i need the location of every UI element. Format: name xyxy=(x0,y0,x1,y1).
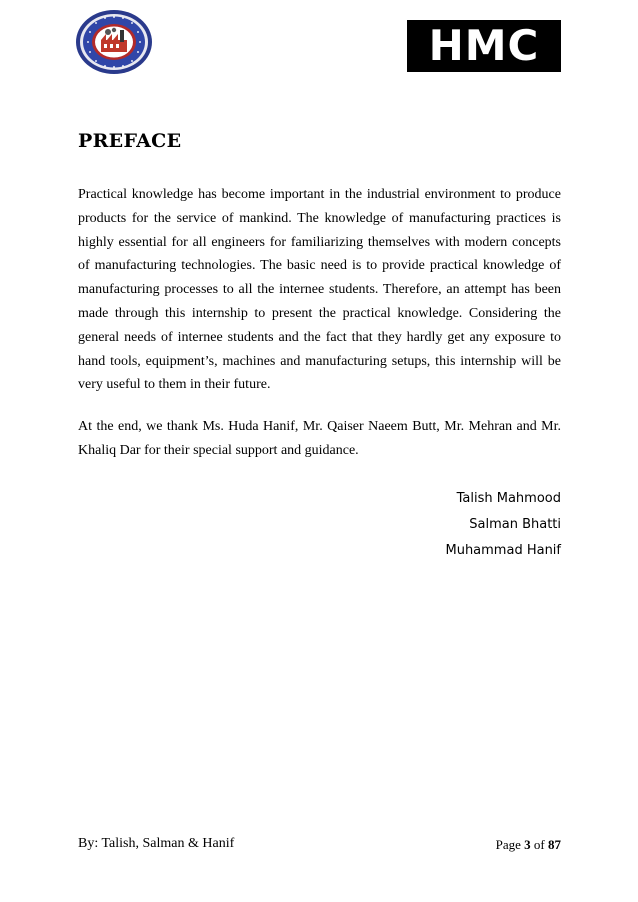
page-of-word: of xyxy=(533,837,545,852)
footer-authors: By: Talish, Salman & Hanif xyxy=(78,836,235,851)
page-title: PREFACE xyxy=(78,130,182,152)
page-total: 87 xyxy=(548,837,561,852)
signature-name: Muhammad Hanif xyxy=(445,543,561,558)
page-current: 3 xyxy=(524,837,531,852)
page-word: Page xyxy=(495,837,521,852)
preface-paragraph-1: Practical knowledge has become important in the industrial environment to produce products for the service of mankind. The knowledge of manufacturing practices is highly essential for all engineers for familiarizing themselves with modern concepts of manufacturing technologies. The basic need is to provide practical knowledge of manufacturing processes to all the internee students. Therefore, an attempt has been made through this internship to present the practical knowledge. Considering the general needs of internee students and the fact that they hardly get any exposure to hand tools, equipment’s, machines and manufacturing setups, this internship will be very useful to them in their future. xyxy=(78,187,561,393)
signature-block xyxy=(445,486,561,564)
university-seal-logo-icon xyxy=(74,8,154,76)
preface-paragraph-2: At the end, we thank Ms. Huda Hanif, Mr. Qaiser Naeem Butt, Mr. Mehran and Mr. Khaliq Dar for their special support and guidance. xyxy=(78,419,561,458)
signature-name: Talish Mahmood xyxy=(456,491,561,506)
signature-name: Salman Bhatti xyxy=(469,517,561,532)
hmc-logo-text: HMC xyxy=(428,21,540,70)
footer-page-number xyxy=(496,837,561,853)
hmc-logo xyxy=(407,20,561,72)
